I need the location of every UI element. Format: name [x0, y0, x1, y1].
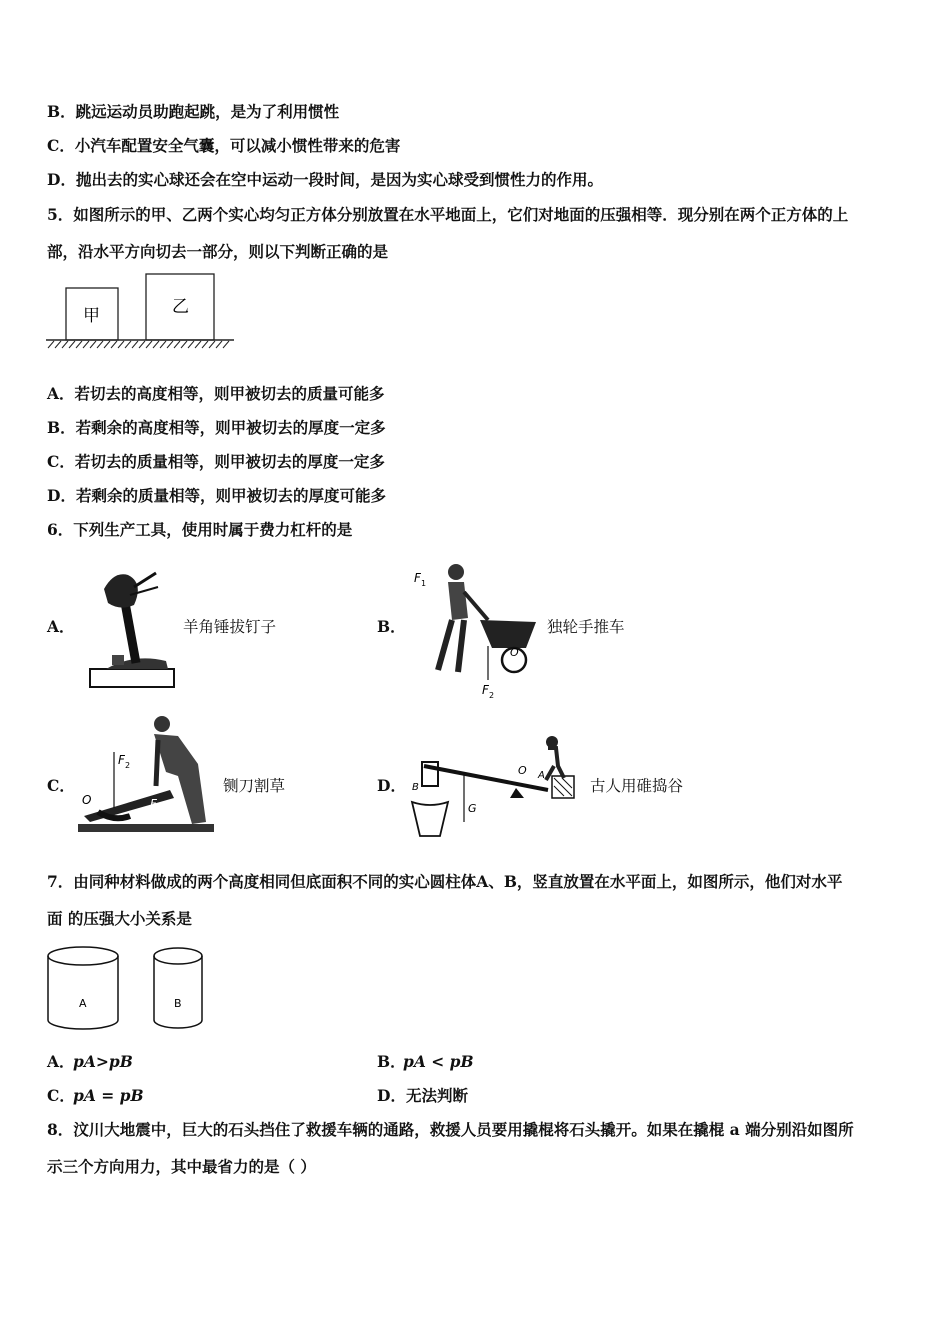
- svg-text:O: O: [518, 764, 527, 777]
- q7-stem-line2: 面 的压强大小关系是: [47, 909, 192, 928]
- q7-option-a-letter: A．: [47, 1052, 75, 1071]
- q5-option-b: B．若剩余的高度相等，则甲被切去的厚度一定多: [47, 418, 386, 437]
- fodder-cutter-figure: [74, 712, 220, 840]
- q7-option-b-text: pA < pB: [403, 1052, 474, 1071]
- q6-option-c-text: 铡刀割草: [223, 777, 286, 795]
- q5-option-d: D．若剩余的质量相等，则甲被切去的厚度可能多: [47, 486, 386, 505]
- q5-cubes-figure: [44, 270, 239, 352]
- q6-option-d-text: 古人用碓捣谷: [590, 777, 684, 795]
- ground-hatch: [48, 341, 229, 348]
- q6-option-a-text: 羊角锤拔钉子: [183, 618, 277, 636]
- svg-text:B: B: [412, 782, 419, 793]
- cylinder-a-label: A: [79, 997, 87, 1010]
- svg-text:2: 2: [125, 761, 131, 770]
- cube-yi-label: 乙: [172, 297, 189, 317]
- svg-text:1: 1: [421, 579, 427, 588]
- q5-option-a: A．若切去的高度相等，则甲被切去的质量可能多: [47, 384, 385, 403]
- q6-option-a-letter: A．: [47, 617, 75, 636]
- q7-option-c-text: pA = pB: [73, 1086, 144, 1105]
- svg-text:F: F: [482, 683, 489, 697]
- q7-option-b-letter: B．: [377, 1052, 406, 1071]
- svg-text:O: O: [510, 646, 519, 659]
- wheelbarrow-figure: [408, 560, 543, 698]
- svg-text:F: F: [414, 571, 421, 585]
- q6-option-b-text: 独轮手推车: [547, 618, 625, 636]
- svg-text:F: F: [118, 753, 125, 767]
- q6-option-b-letter: B．: [377, 617, 406, 636]
- q8-stem-line1: 8．汶川大地震中，巨大的石头挡住了救援车辆的通路，救援人员要用撬棍将石头撬开。如果在撬棍 a 端分别沿如图所: [47, 1120, 854, 1139]
- cylinder-b-label: B: [174, 997, 182, 1010]
- q4-option-d: D．抛出去的实心球还会在空中运动一段时间，是因为实心球受到惯性力的作用。: [47, 170, 603, 189]
- q7-option-c-letter: C．: [47, 1086, 75, 1105]
- cube-jia-label: 甲: [83, 306, 100, 326]
- q7-option-d: D．无法判断: [377, 1086, 468, 1105]
- q6-option-d-letter: D．: [377, 776, 406, 795]
- svg-text:2: 2: [489, 691, 495, 698]
- cylinders-figure: [44, 942, 210, 1034]
- svg-text:A: A: [538, 770, 545, 781]
- q6-option-c-letter: C．: [47, 776, 75, 795]
- svg-text:F: F: [150, 797, 157, 811]
- claw-hammer-figure: [84, 565, 180, 695]
- q7-option-a-text: pA>pB: [73, 1052, 133, 1071]
- svg-text:O: O: [82, 793, 92, 807]
- q6-stem: 6．下列生产工具，使用时属于费力杠杆的是: [47, 520, 353, 539]
- q7-stem-line1: 7．由同种材料做成的两个高度相同但底面积不同的实心圆柱体A、B，竖直放置在水平面上，如图所示，他们对水平: [47, 872, 843, 891]
- q8-stem-line2: 示三个方向用力，其中最省力的是（ ）: [47, 1157, 316, 1176]
- q5-stem-line2: 部，沿水平方向切去一部分，则以下判断正确的是: [47, 242, 389, 261]
- q5-option-c: C．若切去的质量相等，则甲被切去的厚度一定多: [47, 452, 385, 471]
- q4-option-c: C．小汽车配置安全气囊，可以减小惯性带来的危害: [47, 136, 401, 155]
- q5-stem-line1: 5．如图所示的甲、乙两个实心均匀正方体分别放置在水平地面上，它们对地面的压强相等．现分别在两个正方体的上: [47, 205, 849, 224]
- pestle-lever-figure: [404, 726, 586, 842]
- svg-text:G: G: [468, 802, 477, 815]
- q4-option-b: B．跳远运动员助跑起跳，是为了利用惯性: [47, 102, 340, 121]
